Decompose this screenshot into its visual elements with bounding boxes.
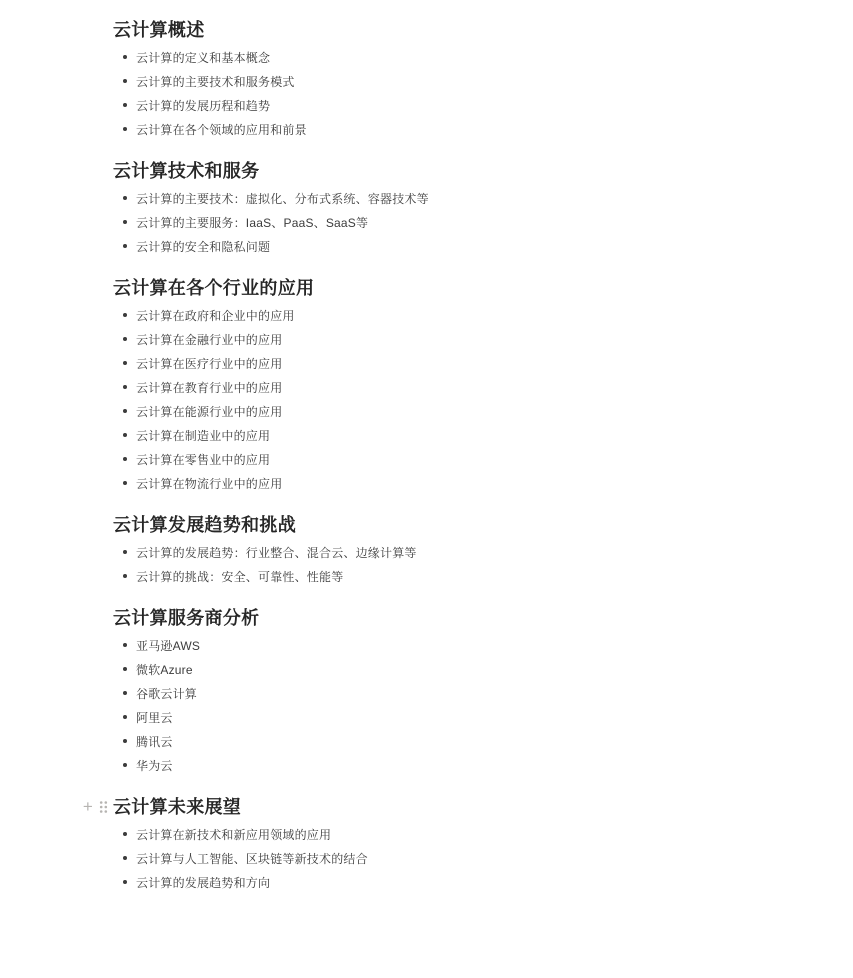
list-item[interactable] (123, 870, 813, 894)
list-item[interactable] (123, 822, 813, 846)
bullet-icon (123, 55, 127, 59)
list-item-text: 云计算在新技术和新应用领域的应用 (136, 827, 332, 842)
bullet-icon (123, 667, 127, 671)
section-heading[interactable]: 云计算在各个行业的应用 (113, 278, 315, 298)
list-item[interactable] (123, 69, 813, 93)
list-item-text: 云计算在物流行业中的应用 (136, 476, 283, 491)
list-item-text: 阿里云 (136, 710, 173, 725)
bullet-list (113, 822, 813, 894)
list-item[interactable] (123, 117, 813, 141)
section-tech-services (113, 158, 813, 258)
list-item[interactable] (123, 705, 813, 729)
list-item[interactable] (123, 93, 813, 117)
bullet-icon (123, 856, 127, 860)
list-item[interactable] (123, 729, 813, 753)
bullet-icon (123, 481, 127, 485)
list-item-text: 云计算的发展历程和趋势 (136, 98, 271, 113)
bullet-icon (123, 127, 127, 131)
list-item[interactable] (123, 681, 813, 705)
list-item[interactable] (123, 846, 813, 870)
list-item[interactable] (123, 327, 813, 351)
list-item[interactable] (123, 303, 813, 327)
bullet-icon (123, 244, 127, 248)
drag-handle-dots-icon[interactable] (99, 800, 108, 814)
list-item-text: 云计算在各个领域的应用和前景 (136, 122, 307, 137)
bullet-icon (123, 715, 127, 719)
bullet-icon (123, 79, 127, 83)
bullet-icon (123, 196, 127, 200)
list-item-text: 云计算在能源行业中的应用 (136, 404, 283, 419)
list-item-text: 云计算的主要技术和服务模式 (136, 74, 295, 89)
section-trends-challenges (113, 512, 813, 588)
section-future-outlook (82, 794, 813, 894)
bullet-icon (123, 337, 127, 341)
list-item-text: 谷歌云计算 (136, 686, 198, 701)
bullet-icon (123, 409, 127, 413)
bullet-icon (123, 220, 127, 224)
list-item[interactable] (123, 423, 813, 447)
list-item-text: 云计算的定义和基本概念 (136, 50, 271, 65)
bullet-icon (123, 433, 127, 437)
section-vendor-analysis (113, 605, 813, 777)
list-item[interactable] (123, 540, 813, 564)
list-item[interactable] (123, 399, 813, 423)
list-item-text: 云计算在制造业中的应用 (136, 428, 271, 443)
list-item-text: 云计算的发展趋势和方向 (136, 875, 271, 890)
bullet-list (113, 303, 813, 495)
bullet-list (113, 540, 813, 588)
list-item[interactable] (123, 447, 813, 471)
section-heading[interactable]: 云计算概述 (113, 20, 205, 40)
section-heading[interactable]: 云计算未来展望 + (113, 794, 813, 820)
bullet-icon (123, 313, 127, 317)
bullet-icon (123, 361, 127, 365)
section-heading[interactable]: 云计算服务商分析 (113, 608, 260, 628)
list-item[interactable] (123, 186, 813, 210)
list-item-text: 云计算在政府和企业中的应用 (136, 308, 295, 323)
list-item[interactable] (123, 351, 813, 375)
list-item[interactable] (123, 471, 813, 495)
list-item-text: 云计算的安全和隐私问题 (136, 239, 271, 254)
bullet-icon (123, 832, 127, 836)
list-item[interactable] (123, 210, 813, 234)
list-item[interactable] (123, 375, 813, 399)
list-item-text: 云计算在零售业中的应用 (136, 452, 271, 467)
section-heading[interactable]: 云计算技术和服务 (113, 161, 260, 181)
bullet-icon (123, 550, 127, 554)
bullet-icon (123, 691, 127, 695)
list-item-text: 云计算在教育行业中的应用 (136, 380, 283, 395)
list-item-text: 云计算的主要技术：虚拟化、分布式系统、容器技术等 (136, 191, 429, 206)
bullet-icon (123, 385, 127, 389)
list-item-text: 云计算的主要服务：IaaS、PaaS、SaaS等 (136, 215, 369, 230)
plus-icon[interactable]: + (82, 797, 94, 816)
list-item-text: 微软Azure (136, 662, 193, 677)
list-item-text: 云计算在金融行业中的应用 (136, 332, 283, 347)
list-item[interactable] (123, 45, 813, 69)
list-item[interactable] (123, 564, 813, 588)
bullet-icon (123, 739, 127, 743)
list-item-text: 华为云 (136, 758, 173, 773)
section-overview (113, 17, 813, 141)
list-item-text: 云计算在医疗行业中的应用 (136, 356, 283, 371)
section-industry-applications (113, 275, 813, 495)
bullet-icon (123, 457, 127, 461)
bullet-icon (123, 643, 127, 647)
bullet-icon (123, 574, 127, 578)
bullet-icon (123, 103, 127, 107)
list-item-text: 云计算与人工智能、区块链等新技术的结合 (136, 851, 368, 866)
list-item-text: 云计算的挑战：安全、可靠性、性能等 (136, 569, 344, 584)
list-item[interactable] (123, 234, 813, 258)
list-item-text: 云计算的发展趋势：行业整合、混合云、边缘计算等 (136, 545, 417, 560)
list-item[interactable] (123, 753, 813, 777)
bullet-list (113, 186, 813, 258)
bullet-list (113, 633, 813, 777)
list-item-text: 亚马逊AWS (136, 638, 201, 653)
block-controls (81, 794, 108, 820)
list-item[interactable] (123, 633, 813, 657)
list-item-text: 腾讯云 (136, 734, 173, 749)
list-item[interactable] (123, 657, 813, 681)
bullet-icon (123, 880, 127, 884)
bullet-icon (123, 763, 127, 767)
section-heading[interactable]: 云计算发展趋势和挑战 (113, 515, 296, 535)
bullet-list (113, 45, 813, 141)
